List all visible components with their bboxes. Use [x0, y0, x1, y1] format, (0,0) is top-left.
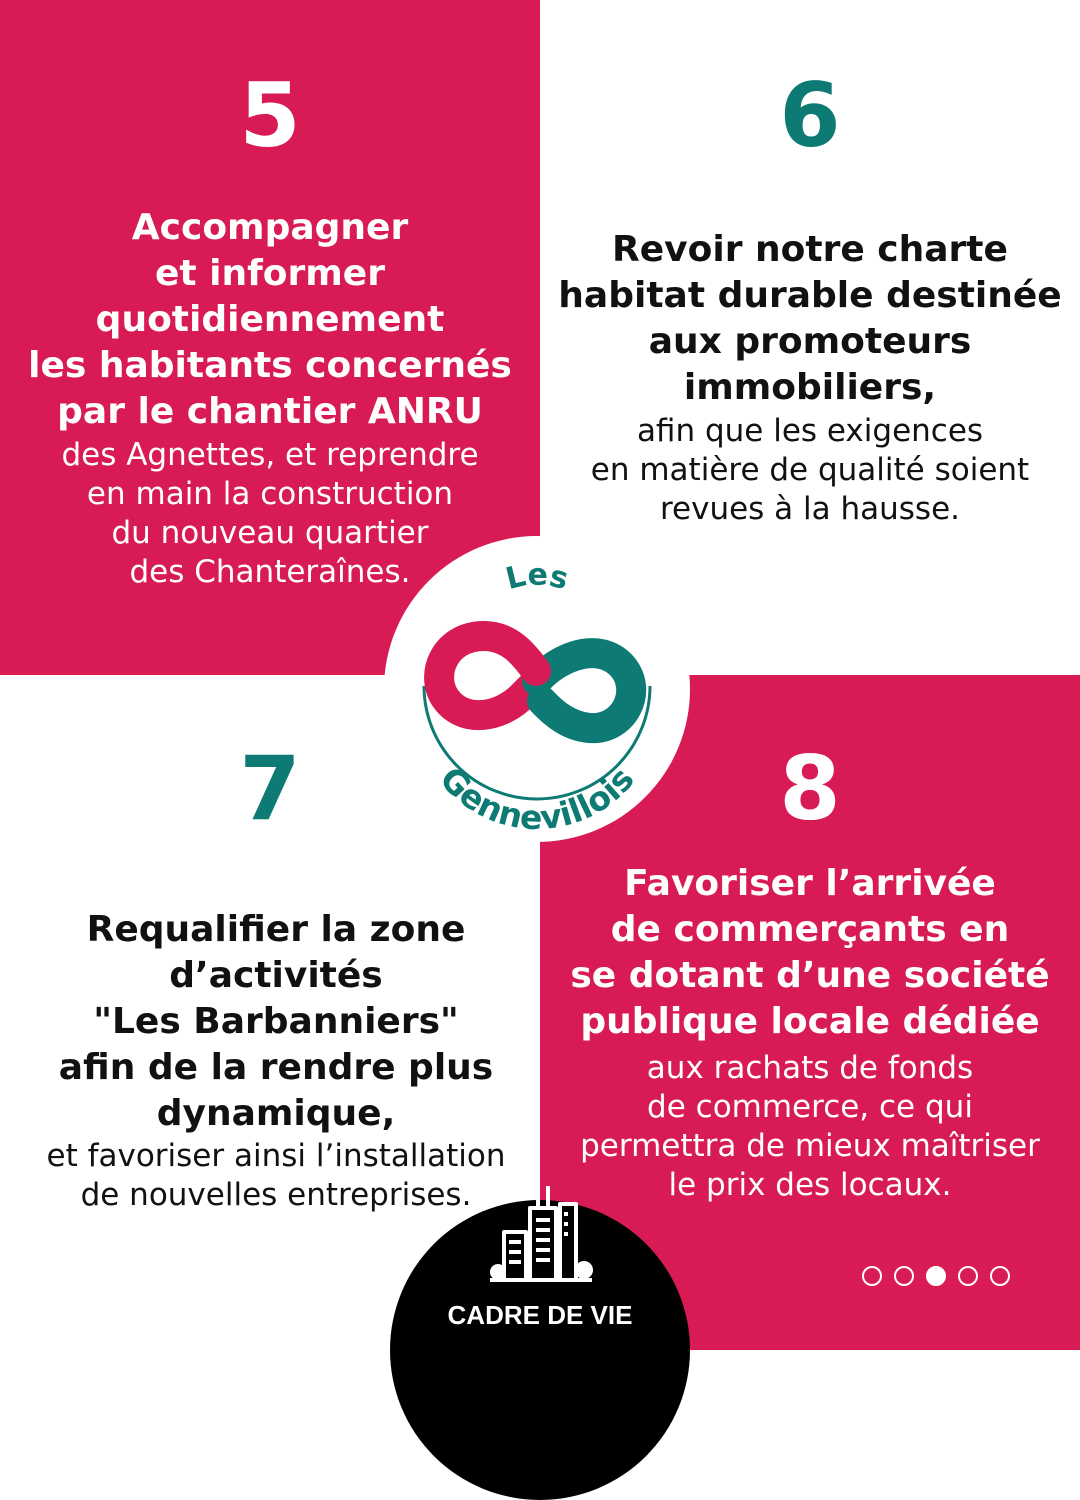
- block-6-number: 6: [779, 64, 841, 167]
- les-gennevillois-logo: [384, 536, 690, 842]
- block-8-number: 8: [779, 737, 841, 840]
- pagination-dot[interactable]: [862, 1266, 882, 1286]
- svg-text:Les: [502, 558, 571, 597]
- category-badge-label: CADRE DE VIE: [447, 1300, 633, 1330]
- block-5-number: 5: [239, 64, 301, 167]
- block-7-body: et favoriser ainsi l’installation de nouvelles entreprises.: [46, 1138, 506, 1213]
- pagination-dot[interactable]: [990, 1266, 1010, 1286]
- block-5-heading: Accompagner et informer quotidiennement les habitants concernés par le chantier ANRU: [28, 207, 512, 432]
- block-8-heading: Favoriser l’arrivée de commerçants en se dotant d’une société publique locale dédiée: [570, 863, 1050, 1042]
- block-8-body: aux rachats de fonds de commerce, ce qui permettra de mieux maîtriser le prix des locaux.: [580, 1050, 1040, 1203]
- city-buildings-icon: [480, 1180, 600, 1290]
- block-6-heading: Revoir notre charte habitat durable destinée aux promoteurs immobiliers,: [558, 229, 1062, 408]
- block-7-heading: Requalifier la zone d’activités "Les Barbanniers" afin de la rendre plus dynamique,: [58, 909, 494, 1134]
- logo-top-text: Les: [502, 557, 572, 598]
- carousel-pagination: [862, 1266, 1010, 1286]
- pagination-dot-active[interactable]: [926, 1266, 946, 1286]
- block-7-number: 7: [239, 737, 301, 840]
- logo-bottom-text: Gennevillois: [432, 759, 642, 838]
- pagination-dot[interactable]: [958, 1266, 978, 1286]
- block-5-body: des Agnettes, et reprendre en main la construction du nouveau quartier des Chanteraînes.: [61, 437, 479, 590]
- block-6-body: afin que les exigences en matière de qualité soient revues à la hausse.: [590, 413, 1030, 527]
- pagination-dot[interactable]: [894, 1266, 914, 1286]
